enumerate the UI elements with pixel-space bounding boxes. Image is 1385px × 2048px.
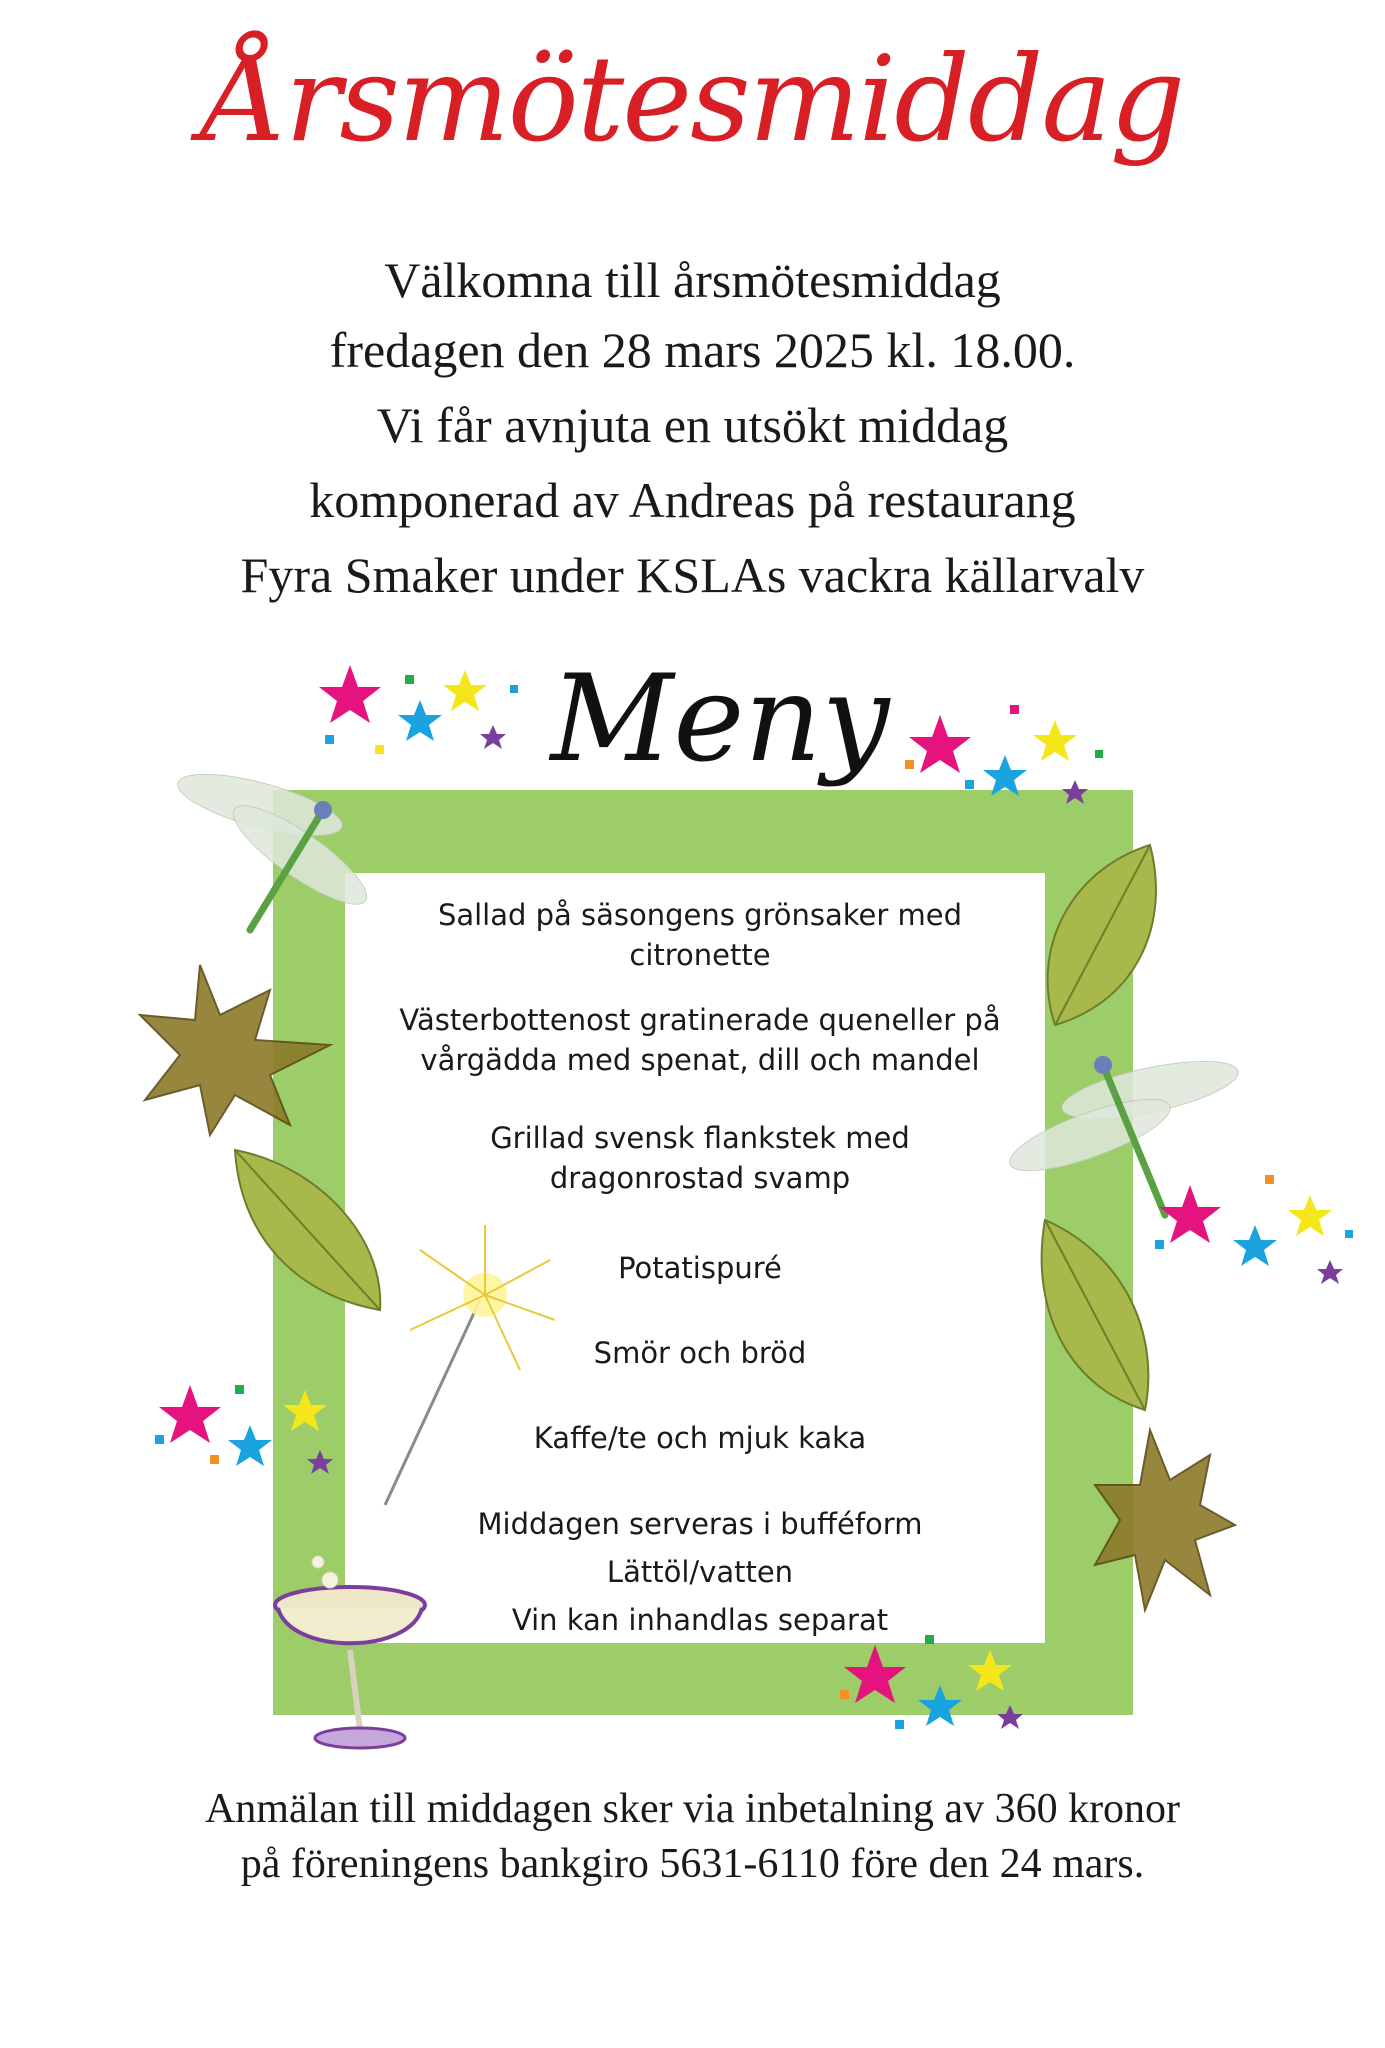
confetti-stars-icon <box>150 1370 350 1480</box>
confetti-stars-icon <box>1150 1170 1360 1290</box>
menu-item-queneller <box>330 1000 1070 1080</box>
menu-item-line: dragonrostad svamp <box>549 1161 851 1195</box>
menu-item-line: Västerbottenost gratinerade queneller på <box>399 1003 1001 1037</box>
menu-item-line: citronette <box>629 938 771 972</box>
menu-item-line: Lättöl/vatten <box>606 1555 794 1589</box>
menu-item-line: Smör och bröd <box>593 1336 807 1370</box>
intro-line-2: fredagen den 28 mars 2025 kl. 18.00. <box>329 322 1076 378</box>
menu-title: Meny <box>550 650 890 789</box>
menu-item-line: Middagen serveras i bufféform <box>477 1507 923 1541</box>
footer-line-2: på föreningens bankgiro 5631-6110 före den 24 mars. <box>240 1841 1145 1887</box>
champagne-glass-icon <box>270 1560 440 1760</box>
menu-item-line: Sallad på säsongens grönsaker med <box>437 898 963 932</box>
menu-item-info <box>330 1500 1070 1644</box>
page-title: Årsmötesmiddag <box>201 30 1184 168</box>
intro-line-1: Välkomna till årsmötesmiddag <box>384 252 1001 308</box>
confetti-stars-icon <box>315 655 515 775</box>
leaf-icon <box>225 1145 395 1315</box>
menu-item-line: vårgädda med spenat, dill och mandel <box>420 1043 980 1077</box>
menu-item-salad <box>330 895 1070 975</box>
menu-item-line: Grillad svensk flankstek med <box>490 1121 910 1155</box>
maple-leaf-icon <box>140 960 340 1140</box>
menu-item-flankstek <box>330 1118 1070 1198</box>
maple-leaf-icon <box>1090 1425 1240 1615</box>
dragonfly-icon <box>180 760 420 940</box>
leaf-icon <box>1030 1215 1160 1415</box>
menu-item-line: Vin kan inhandlas separat <box>511 1603 889 1637</box>
confetti-stars-icon <box>900 700 1110 810</box>
menu-item-line: Kaffe/te och mjuk kaka <box>533 1421 867 1455</box>
footer-line-1: Anmälan till middagen sker via inbetalning av 360 kronor <box>204 1786 1181 1832</box>
intro-line-5: Fyra Smaker under KSLAs vackra källarvalv <box>240 547 1145 603</box>
intro-line-3: Vi får avnjuta en utsökt middag <box>376 397 1009 453</box>
intro-line-4: komponerad av Andreas på restaurang <box>309 472 1076 528</box>
sparkler-icon <box>380 1220 560 1510</box>
leaf-icon <box>1030 840 1170 1030</box>
confetti-stars-icon <box>835 1630 1045 1740</box>
menu-item-line: Potatispuré <box>618 1251 782 1285</box>
